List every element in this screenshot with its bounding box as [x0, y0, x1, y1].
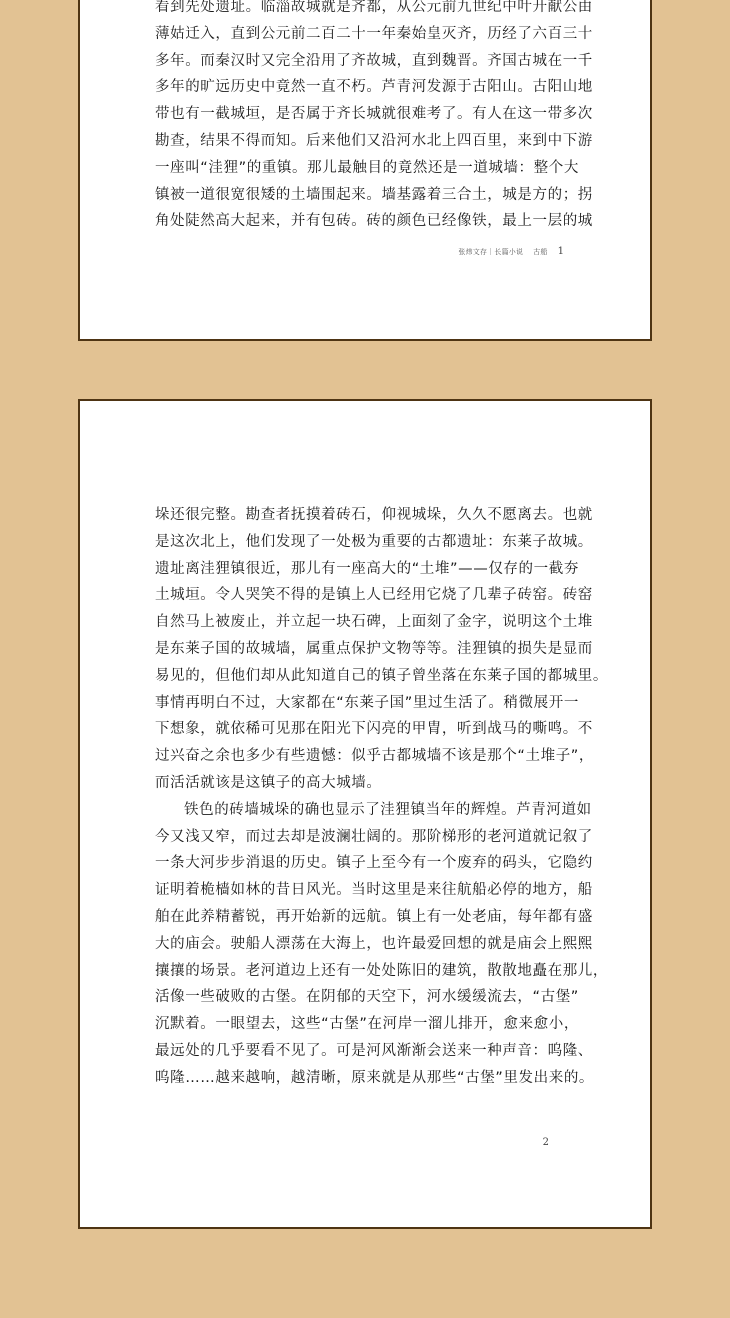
text-line: 最远处的几乎要看不见了。可是河风渐渐会送来一种声音：呜隆、	[155, 1042, 593, 1059]
text-line: 是这次北上，他们发现了一处极为重要的古都遗址：东莱子故城。	[155, 533, 593, 550]
text-line: 带也有一截城垣，是否属于齐长城就很难考了。有人在这一带多次	[155, 106, 593, 123]
text-line: 自然马上被废止，并立起一块石碑，上面刻了金字，说明这个土堆	[155, 614, 593, 631]
text-line: 勘查，结果不得而知。后来他们又沿河水北上四百里，来到中下游	[155, 132, 593, 149]
text-line: 遗址离洼狸镇很近，那儿有一座高大的“土堆”——仅存的一截夯	[155, 560, 579, 577]
text-line: 一条大河步步消退的历史。镇子上至今有一个废弃的码头，它隐约	[155, 855, 593, 872]
text-line: 下想象，就依稀可见那在阳光下闪亮的甲胄，听到战马的嘶鸣。不	[155, 721, 593, 738]
footer-book-title: 古船	[533, 247, 548, 256]
text-line: 今又浅又窄，而过去却是波澜壮阔的。那阶梯形的老河道就记叙了	[155, 828, 593, 845]
text-line: 薄姑迁入，直到公元前二百二十一年秦始皇灭齐，历经了六百三十	[155, 25, 593, 42]
page-number: 1	[557, 246, 564, 257]
page-2-body-text	[155, 502, 608, 1092]
text-line: 土城垣。令人哭笑不得的是镇上人已经用它烧了几辈子砖窑。砖窑	[155, 587, 593, 604]
text-line: 多年的旷远历史中竟然一直不朽。芦青河发源于古阳山。古阳山地	[155, 79, 593, 96]
text-line: 过兴奋之余也多少有些遗憾：似乎古都城墙不该是那个“土堆子”，	[155, 748, 595, 765]
text-line: 大的庙会。驶船人漂荡在大海上，也许最爱回想的就是庙会上熙熙	[155, 935, 593, 952]
book-page-1	[78, 0, 652, 341]
text-line: 多年。而秦汉时又完全沿用了齐故城，直到魏晋。齐国古城在一千	[155, 52, 593, 69]
page-1-body-text	[155, 0, 593, 235]
text-line: 舶在此养精蓄锐，再开始新的远航。镇上有一处老庙，每年都有盛	[155, 908, 593, 925]
text-line: 是东莱子国的故城墙，属重点保护文物等等。洼狸镇的损失是显而	[155, 640, 593, 657]
footer-series-label: 张炜文存｜长篇小说	[458, 247, 524, 256]
text-line: 而活活就该是这镇子的高大城墙。	[155, 774, 382, 791]
text-line: 垛还很完整。勘查者抚摸着砖石，仰视城垛，久久不愿离去。也就	[155, 507, 593, 523]
text-line: 角处陡然高大起来，并有包砖。砖的颜色已经像铁，最上一层的城	[155, 213, 593, 230]
text-line: 铁色的砖墙城垛的确也显示了洼狸镇当年的辉煌。芦青河道如	[184, 801, 592, 818]
text-line: 一座叫“洼狸”的重镇。那儿最触目的竟然还是一道城墙：整个大	[155, 159, 579, 176]
text-line: 活像一些破败的古堡。在阴郁的天空下，河水缓缓流去，“古堡”	[155, 989, 579, 1006]
page-number: 2	[542, 1137, 549, 1148]
text-line: 呜隆……越来越响，越清晰，原来就是从那些“古堡”里发出来的。	[155, 1069, 595, 1086]
text-line: 证明着桅樯如林的昔日风光。当时这里是来往航船必停的地方，船	[155, 882, 593, 899]
book-page-2	[78, 399, 652, 1229]
text-line: 镇被一道很宽很矮的土墙围起来。墙基露着三合土，城是方的；拐	[155, 186, 593, 203]
text-line: 沉默着。一眼望去，这些“古堡”在河岸一溜儿排开，愈来愈小，	[155, 1016, 579, 1033]
text-line: 攘攘的场景。老河道边上还有一处处陈旧的建筑，散散地矗在那儿，	[155, 962, 608, 979]
page-1-footer	[458, 246, 564, 257]
text-line: 事情再明白不过，大家都在“东莱子国”里过生活了。稍微展开一	[155, 694, 579, 711]
text-line: 易见的，但他们却从此知道自己的镇子曾坐落在东莱子国的都城里。	[155, 667, 608, 684]
text-line: 看到先处遗址。临淄故城就是齐都，从公元前九世纪中叶开献公由	[155, 0, 593, 15]
